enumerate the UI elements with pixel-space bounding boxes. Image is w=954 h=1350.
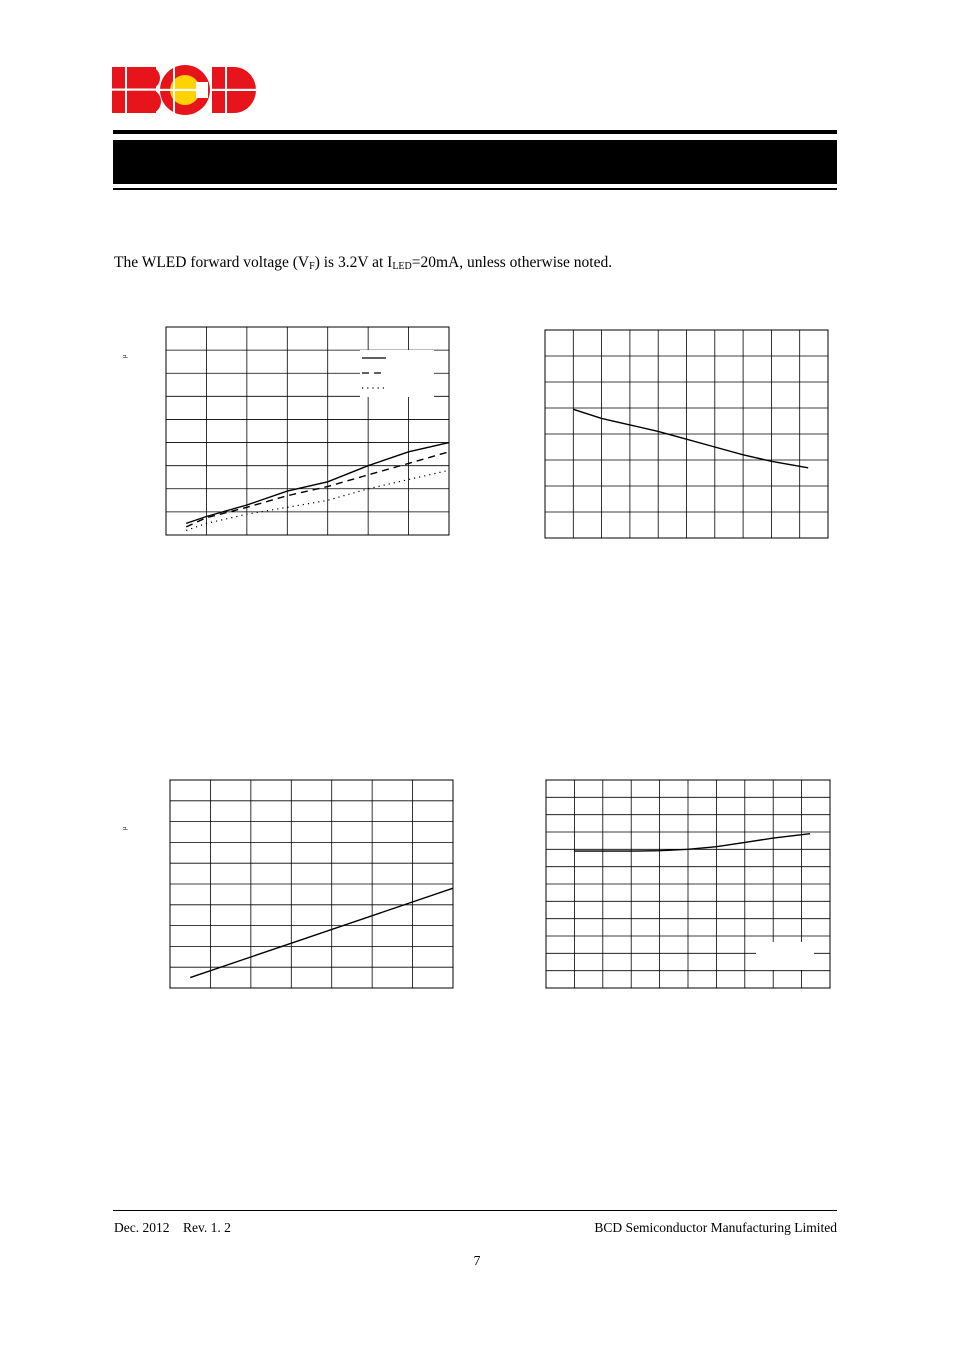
chart1-legend: [360, 350, 434, 397]
chart4-series-1: [574, 834, 810, 851]
footer-date-revision: Dec. 2012 Rev. 1. 2: [114, 1220, 231, 1235]
header-rule-bottom: [113, 188, 837, 190]
chart1-series-2: [186, 452, 449, 527]
header-rule-top: [113, 130, 837, 134]
intro-part-c: =20mA, unless otherwise noted.: [411, 254, 613, 271]
chart-2: [535, 320, 835, 545]
intro-text: [114, 254, 612, 272]
logo-letter-d: [212, 67, 257, 113]
intro-sub-f: F: [309, 261, 315, 272]
intro-part-b: ) is 3.2V at I: [314, 254, 393, 271]
bcd-logo: [112, 64, 257, 116]
chart1-legend-box: [360, 350, 434, 397]
chart3-series-1: [190, 888, 453, 977]
footer-rule: [113, 1210, 837, 1211]
logo-letter-c: [158, 64, 210, 116]
chart3-grid: [170, 780, 453, 988]
logo-letter-b: [112, 67, 162, 113]
chart3-ylabel-fragment: μ: [122, 826, 128, 830]
chart-1: [120, 320, 460, 545]
chart2-grid: [545, 330, 828, 538]
chart4-legend-box: [756, 942, 814, 970]
intro-sub-led: LED: [392, 261, 412, 272]
header-title-bar: [113, 140, 837, 184]
chart1-series-1: [186, 443, 449, 524]
chart-3: [120, 772, 460, 997]
chart1-series-3: [186, 470, 449, 530]
chart-4: [535, 772, 835, 997]
chart2-series-1: [573, 409, 808, 468]
page-number: 7: [473, 1253, 481, 1268]
intro-part-a: The WLED forward voltage (V: [114, 254, 310, 271]
footer-company: BCD Semiconductor Manufacturing Limited: [594, 1220, 837, 1235]
chart1-ylabel-fragment: μ: [122, 354, 128, 358]
